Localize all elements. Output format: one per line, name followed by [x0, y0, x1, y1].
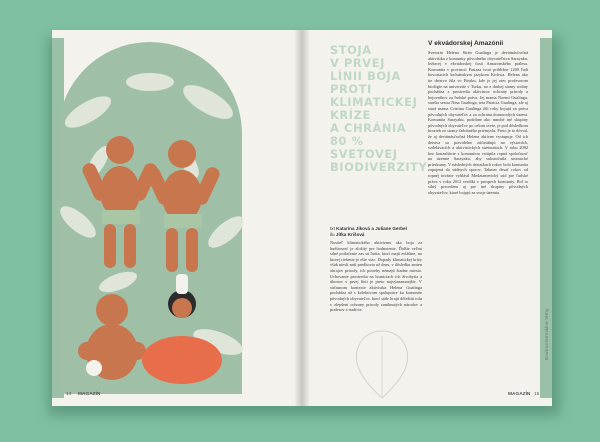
right-page-number: 15: [534, 392, 540, 397]
title-line: V PRVEJ: [330, 56, 385, 70]
byline-text-prefix: txt: [330, 226, 335, 231]
leaf-icons: [55, 73, 248, 360]
grass-skirt-right: [164, 214, 202, 228]
figure-dress: [142, 336, 222, 384]
figure-head-right: [168, 140, 196, 168]
title-line: BIODIVERZITY: [330, 160, 428, 174]
leaf-outline-icon: [342, 320, 422, 400]
byline-authors: Katarína Jíková a Juliane Gerbel: [336, 226, 407, 231]
byline-illustrator: Jitka Krišová: [335, 232, 365, 237]
article-title: [330, 43, 428, 174]
spine-gutter: [294, 30, 310, 406]
title-line: A CHRÁNIA: [330, 121, 407, 135]
illustration: [52, 30, 252, 406]
byline: [330, 226, 422, 238]
right-side-label: Environmentálne témy: [544, 308, 549, 360]
illustration-arch: [58, 42, 242, 394]
article-column-1: Nositeľ klimatického aktivizmu ako boja za budúcnosť je zložitý pre hodnotenie. Ďalšie veľmi silné potlačenie zas sú ľudia, ktorí majú zvláštne, no ktorej riešenie je ešte viac. Dopady klimatickej krízy však niesli naši predkovia už dnes, v dôsledku zmien okrajov prírody, ich potreby nemajú žiadne miesto. Uchovanie prostredia na hraniciach ich živobytia a úkonov v prvej línii je preto najvýznamnejšie. V súčasnom kontexte aktivistka Helena Gualinga pochádza už s kolektívom spolupráce ku komunite pôvodných obyvateľov, ktorí stále hrajú dôležitú rolu v zlepšení ochrany prírody zaniknutých národov a pralesov a tradície.: [330, 240, 422, 313]
section-heading: V ekvádorskej Amazónii: [428, 40, 504, 47]
figure-head-left: [106, 136, 134, 164]
left-page-number: 14: [66, 392, 72, 397]
byline-illus-prefix: ilu: [330, 232, 335, 237]
figure-head-bottom-left: [96, 294, 128, 326]
title-line: KRÍZE: [330, 108, 371, 122]
title-line: 80 %: [330, 134, 364, 148]
headdress-icon: [176, 274, 188, 294]
bowl-icon: [86, 360, 102, 376]
title-line: SVETOVEJ: [330, 147, 398, 161]
illustration-drawing: [58, 42, 242, 394]
title-line: LÍNII BOJA: [330, 69, 401, 83]
right-section-tag: MAGAZÍN: [508, 392, 531, 397]
title-line: STOJA: [330, 43, 372, 57]
title-line: PROTI: [330, 82, 372, 96]
article-column-2: Svetozár Helena Sirén Gualinga je devätnásťročná aktivistka z komunity pôvodného obyvateľstva Sarayaku, ležiacej v ekvádorskej časti Amazonského pralesa. Komunita v provincii Pastaza tvorí približne 1200 ľudí hovoriacich kečuánskym jazykom Kichwa. Helena ako tie detstvo žila vo Fínsku, kde je jej otec profesorom biológie na univerzite v Turku, no z druhej strany rodiny pochádza z prostredia aktivistov ochrany prírody a bojovníkov za ľudské práva. Jej mama Noemí Gualinga, staršia sestra Nina Gualinga, teta Patricia Gualinga, ale aj stará mama Cristina Gualinga žili roky bojujú za práva pôvodných obyvateľov a za ochranu domorodých území. Komunita Sarayaku, podobne ako mnohé iné skupiny pôvodných obyvateľov po celom svete, je pod dôsledkom hrozieb zo strany ťažobného priemyslu. Preto je to dôvod, že aj devätnásťročná Helena aktívne vystupuje. Od ich detstva sa pravidelne zúčastňujú na výstavách, vzdelávacích a aktivistických stretnutiach. V roku 2002 bez konzultácie s komunitou vstúpila ropná spoločnosť na územie Sarayaku, aby uskutočnila seizmické prieskumy. V následných desiatkach rokov bola komunita zapojená do súdnych sporov. Takmer desať rokov od ropnej invázie vyhlásil Medziamerický súd pre ľudské práva v roku 2012 verdikt v prospech komunity. Bol to silný precedens aj pre iné skupiny pôvodných obyvateľov, ktoré bojujú za svoje územia.: [428, 50, 528, 195]
title-line: KLIMATICKEJ: [330, 95, 418, 109]
right-page: [302, 30, 552, 406]
left-page: [52, 30, 302, 406]
grass-skirt-left: [102, 210, 140, 224]
left-section-tag: MAGAZÍN: [78, 392, 101, 397]
